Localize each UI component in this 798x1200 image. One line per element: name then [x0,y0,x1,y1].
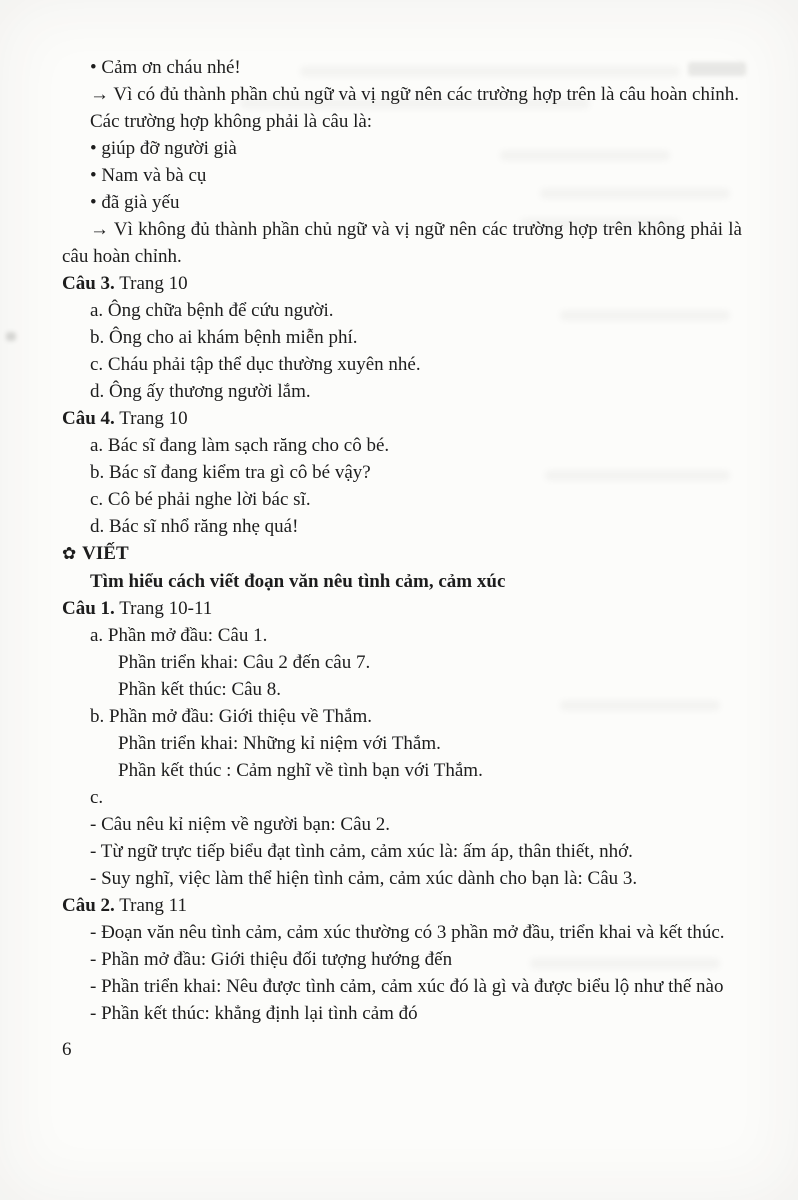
text-line [62,811,742,838]
text-run: d. Bác sĩ nhổ răng nhẹ quá! [90,516,299,537]
text-line [62,730,742,757]
text-line [62,838,742,865]
arrow-icon: → [90,219,114,240]
text-run: Các trường hợp không phải là câu là: [90,111,373,132]
text-run: b. Bác sĩ đang kiểm tra gì cô bé vậy? [90,462,371,483]
text-run: c. [90,787,104,808]
text-line [62,946,742,973]
text-run: Phần kết thúc: Câu 8. [118,679,282,700]
text-run: b. Ông cho ai khám bệnh miễn phí. [90,327,358,348]
text-line [62,216,742,270]
text-line [62,459,742,486]
text-line [62,378,742,405]
text-line [62,351,742,378]
document-body [62,54,742,1027]
text-run: a. Bác sĩ đang làm sạch răng cho cô bé. [90,435,390,456]
text-run: Nam và bà cụ [101,165,207,186]
bold-text: Câu 2. [62,895,115,916]
text-run: Trang 10 [114,408,188,429]
text-run: - Câu nêu kỉ niệm về người bạn: Câu 2. [90,814,391,835]
text-line [62,405,742,432]
text-run: Trang 10 [114,273,188,294]
text-run: - Đoạn văn nêu tình cảm, cảm xúc thường có 3 phần mở đầu, triển khai và kết thúc. [90,922,725,943]
text-run: b. Phần mở đầu: Giới thiệu về Thắm. [90,706,373,727]
text-line [62,649,742,676]
text-run: d. Ông ấy thương người lắm. [90,381,311,402]
text-line [62,324,742,351]
text-line [62,784,742,811]
text-line [62,540,742,568]
text-run: c. Cô bé phải nghe lời bác sĩ. [90,489,311,510]
bold-text: Câu 1. [62,598,115,619]
text-line [62,54,742,81]
bold-text: Câu 3. [62,273,115,294]
arrow-icon: → [90,84,114,105]
text-run: Vì có đủ thành phần chủ ngữ và vị ngữ nên các trường hợp trên là câu hoàn chỉnh. [113,84,739,105]
text-run: a. Phần mở đầu: Câu 1. [90,625,268,646]
text-line [62,622,742,649]
text-line [62,568,742,595]
text-line [62,865,742,892]
text-line [62,676,742,703]
bullet-icon: • [90,192,102,213]
text-run: a. Ông chữa bệnh để cứu người. [90,300,334,321]
text-line [62,513,742,540]
text-line [62,757,742,784]
text-line [62,703,742,730]
text-run: đã già yếu [101,192,180,213]
text-run: - Phần triển khai: Nêu được tình cảm, cảm xúc đó là gì và được biểu lộ như thế nào [90,976,724,997]
scan-edge-mark [6,332,16,341]
text-line [62,162,742,189]
bold-text: Câu 4. [62,408,115,429]
text-line [62,297,742,324]
text-line [62,135,742,162]
text-line [62,108,742,135]
text-run: c. Cháu phải tập thể dục thường xuyên nhé. [90,354,421,375]
text-line [62,270,742,297]
bold-text: Tìm hiểu cách viết đoạn văn nêu tình cảm, cảm xúc [90,571,506,592]
text-run: Trang 10-11 [114,598,213,619]
text-run: giúp đỡ người già [101,138,237,159]
bullet-icon: • [90,138,102,159]
text-run: Trang 11 [114,895,187,916]
text-line [62,1000,742,1027]
text-run: Phần kết thúc : Cảm nghĩ về tình bạn với Thắm. [118,760,483,781]
page-number: 6 [62,1039,72,1060]
text-line [62,486,742,513]
text-line [62,189,742,216]
text-line [62,81,742,108]
bullet-icon: • [90,165,102,186]
flower-icon: ✿ [62,544,83,564]
text-line [62,973,742,1000]
bold-text: VIẾT [82,543,129,564]
text-run: - Phần kết thúc: khẳng định lại tình cảm đó [90,1003,418,1024]
bullet-icon: • [90,57,102,78]
text-line [62,892,742,919]
text-run: - Suy nghĩ, việc làm thể hiện tình cảm, cảm xúc dành cho bạn là: Câu 3. [90,868,638,889]
text-run: - Phần mở đầu: Giới thiệu đối tượng hướng đến [90,949,453,970]
text-run: Vì không đủ thành phần chủ ngữ và vị ngữ nên các trường hợp trên không phải là câu hoàn chỉnh. [62,219,742,267]
text-line [62,432,742,459]
page-footer [62,1036,742,1063]
text-run: Cảm ơn cháu nhé! [101,57,241,78]
text-line [62,919,742,946]
text-run: Phần triển khai: Câu 2 đến câu 7. [118,652,371,673]
text-run: Phần triển khai: Những kỉ niệm với Thắm. [118,733,441,754]
text-line [62,595,742,622]
text-run: - Từ ngữ trực tiếp biểu đạt tình cảm, cảm xúc là: ấm áp, thân thiết, nhớ. [90,841,633,862]
